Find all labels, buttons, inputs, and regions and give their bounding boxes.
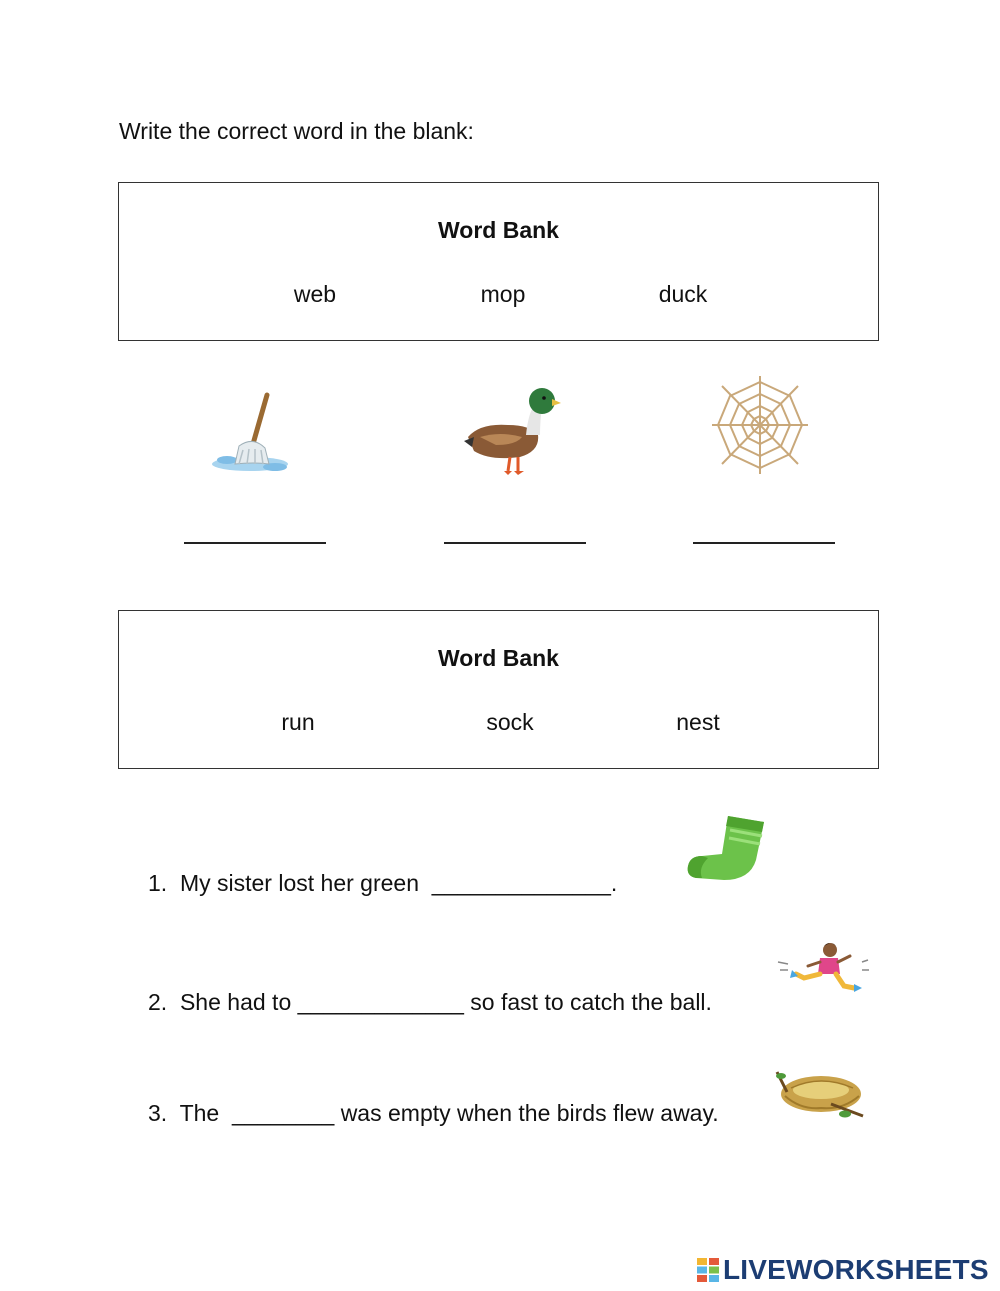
sentence-1: [148, 870, 617, 897]
sentence-text: She had to _____________ so fast to catch the ball.: [179, 989, 712, 1015]
answer-blank-mop[interactable]: [184, 522, 326, 544]
instruction-text: Write the correct word in the blank:: [119, 118, 474, 144]
word-bank-word-mop: mop: [480, 281, 526, 307]
sentence-number: 3.: [148, 1100, 168, 1126]
word-bank-1: [118, 182, 879, 341]
word-bank-word-nest: nest: [676, 709, 720, 735]
word-bank-word-web: web: [293, 281, 337, 307]
running-girl-icon: [774, 940, 870, 1001]
nest-icon: [771, 1064, 871, 1129]
answer-blank-duck[interactable]: [444, 522, 586, 544]
answer-blank-web[interactable]: [693, 522, 835, 544]
word-bank-title: Word Bank: [438, 217, 559, 243]
word-bank-word-sock: sock: [486, 709, 534, 735]
spider-web-icon: [710, 374, 810, 481]
word-bank-word-run: run: [281, 709, 315, 735]
word-bank-word-duck: duck: [658, 281, 708, 307]
sentence-text: My sister lost her green ______________.: [179, 870, 618, 896]
sentence-3: [148, 1100, 719, 1127]
sentence-text: The ________ was empty when the birds flew away.: [179, 1100, 719, 1126]
liveworksheets-logo-text: LIVEWORKSHEETS: [723, 1254, 989, 1285]
sentence-number: 1.: [148, 870, 168, 896]
mop-icon: [205, 392, 295, 482]
sentence-2: [148, 989, 712, 1016]
sentence-number: 2.: [148, 989, 168, 1015]
liveworksheets-logo-icon: [697, 1258, 719, 1282]
duck-icon: [460, 385, 562, 485]
word-bank-2: [118, 610, 879, 769]
word-bank-title: Word Bank: [438, 645, 559, 671]
sock-icon: [684, 812, 770, 889]
liveworksheets-logo: [697, 1254, 989, 1286]
